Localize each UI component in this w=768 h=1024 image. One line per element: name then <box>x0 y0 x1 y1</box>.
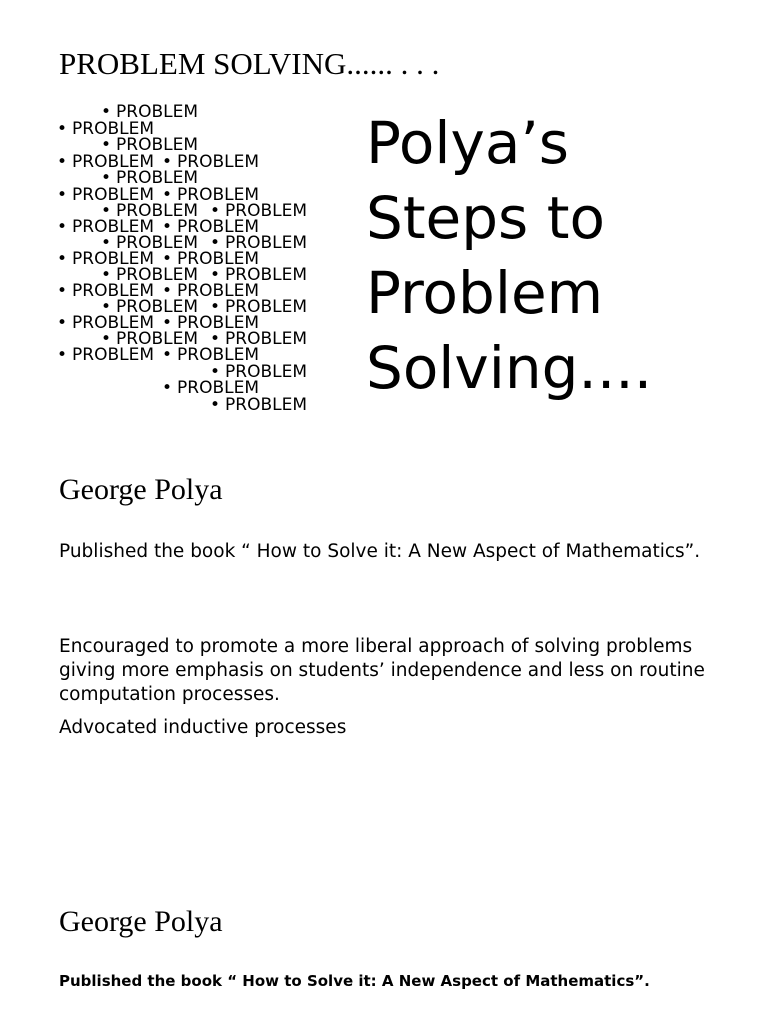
bullet-dot: • <box>210 265 221 285</box>
problem-word <box>57 345 154 365</box>
heading-george-polya: George Polya <box>59 473 223 506</box>
problem-word-text: PROBLEM <box>177 185 260 205</box>
bullet-dot: • <box>162 152 173 172</box>
bullet-dot: • <box>162 249 173 269</box>
bullet-dot: • <box>101 201 112 221</box>
problem-word-text: PROBLEM <box>116 233 199 253</box>
problem-word-text: PROBLEM <box>177 217 260 237</box>
slide-title-polya-steps: Polya’s Steps to Problem Solving.... <box>366 109 653 402</box>
problem-word-text: PROBLEM <box>225 362 308 382</box>
problem-word-text: PROBLEM <box>225 297 308 317</box>
bullet-dot: • <box>101 297 112 317</box>
bullet-dot: • <box>101 233 112 253</box>
bullet-dot: • <box>162 217 173 237</box>
bullet-dot: • <box>101 265 112 285</box>
bullet-dot: • <box>57 119 68 139</box>
problem-word-text: PROBLEM <box>72 185 155 205</box>
bullet-dot: • <box>162 345 173 365</box>
bullet-dot: • <box>57 281 68 301</box>
problem-word-text: PROBLEM <box>72 152 155 172</box>
bullet-dot: • <box>210 395 221 415</box>
problem-word-text: PROBLEM <box>225 329 308 349</box>
problem-word-text: PROBLEM <box>72 345 155 365</box>
problem-word-text: PROBLEM <box>72 217 155 237</box>
bullet-dot: • <box>162 281 173 301</box>
problem-word-cloud <box>0 0 340 420</box>
heading-george-polya-2: George Polya <box>59 905 223 938</box>
bullet-dot: • <box>57 313 68 333</box>
bullet-dot: • <box>210 329 221 349</box>
problem-word-text: PROBLEM <box>177 378 260 398</box>
problem-word-text: PROBLEM <box>116 201 199 221</box>
slide-title-problem-solving: PROBLEM SOLVING...... . . . <box>59 46 440 81</box>
problem-word-text: PROBLEM <box>116 135 199 155</box>
problem-word-text: PROBLEM <box>177 152 260 172</box>
bullet-dot: • <box>210 362 221 382</box>
problem-word-text: PROBLEM <box>72 249 155 269</box>
bullet-dot: • <box>57 217 68 237</box>
problem-word-text: PROBLEM <box>72 119 155 139</box>
problem-word-text: PROBLEM <box>116 265 199 285</box>
bullet-dot: • <box>210 297 221 317</box>
bullet-dot: • <box>101 168 112 188</box>
text-advocated: Advocated inductive processes <box>59 717 347 738</box>
bullet-dot: • <box>57 249 68 269</box>
problem-word-text: PROBLEM <box>116 102 199 122</box>
problem-word <box>210 395 307 415</box>
bullet-dot: • <box>57 152 68 172</box>
bullet-dot: • <box>162 313 173 333</box>
problem-word-text: PROBLEM <box>116 297 199 317</box>
problem-word-text: PROBLEM <box>225 201 308 221</box>
bullet-dot: • <box>210 233 221 253</box>
problem-word-text: PROBLEM <box>225 395 308 415</box>
problem-word-text: PROBLEM <box>177 345 260 365</box>
text-published-book-2: Published the book “ How to Solve it: A New Aspect of Mathematics”. <box>59 972 650 990</box>
problem-word-text: PROBLEM <box>116 168 199 188</box>
problem-word-text: PROBLEM <box>225 233 308 253</box>
bullet-dot: • <box>101 102 112 122</box>
problem-word-text: PROBLEM <box>72 281 155 301</box>
text-published-book: Published the book “ How to Solve it: A New Aspect of Mathematics”. <box>59 541 701 562</box>
bullet-dot: • <box>101 329 112 349</box>
problem-word-text: PROBLEM <box>116 329 199 349</box>
bullet-dot: • <box>210 201 221 221</box>
problem-word-text: PROBLEM <box>225 265 308 285</box>
problem-word-text: PROBLEM <box>177 281 260 301</box>
text-encouraged: Encouraged to promote a more liberal approach of solving problems giving more emphasis on students’ independence and less on routine computation processes. <box>59 636 705 705</box>
bullet-dot: • <box>57 345 68 365</box>
bullet-dot: • <box>101 135 112 155</box>
problem-word-text: PROBLEM <box>177 249 260 269</box>
problem-word-text: PROBLEM <box>72 313 155 333</box>
bullet-dot: • <box>162 378 173 398</box>
bullet-dot: • <box>57 185 68 205</box>
bullet-dot: • <box>162 185 173 205</box>
problem-word-text: PROBLEM <box>177 313 260 333</box>
